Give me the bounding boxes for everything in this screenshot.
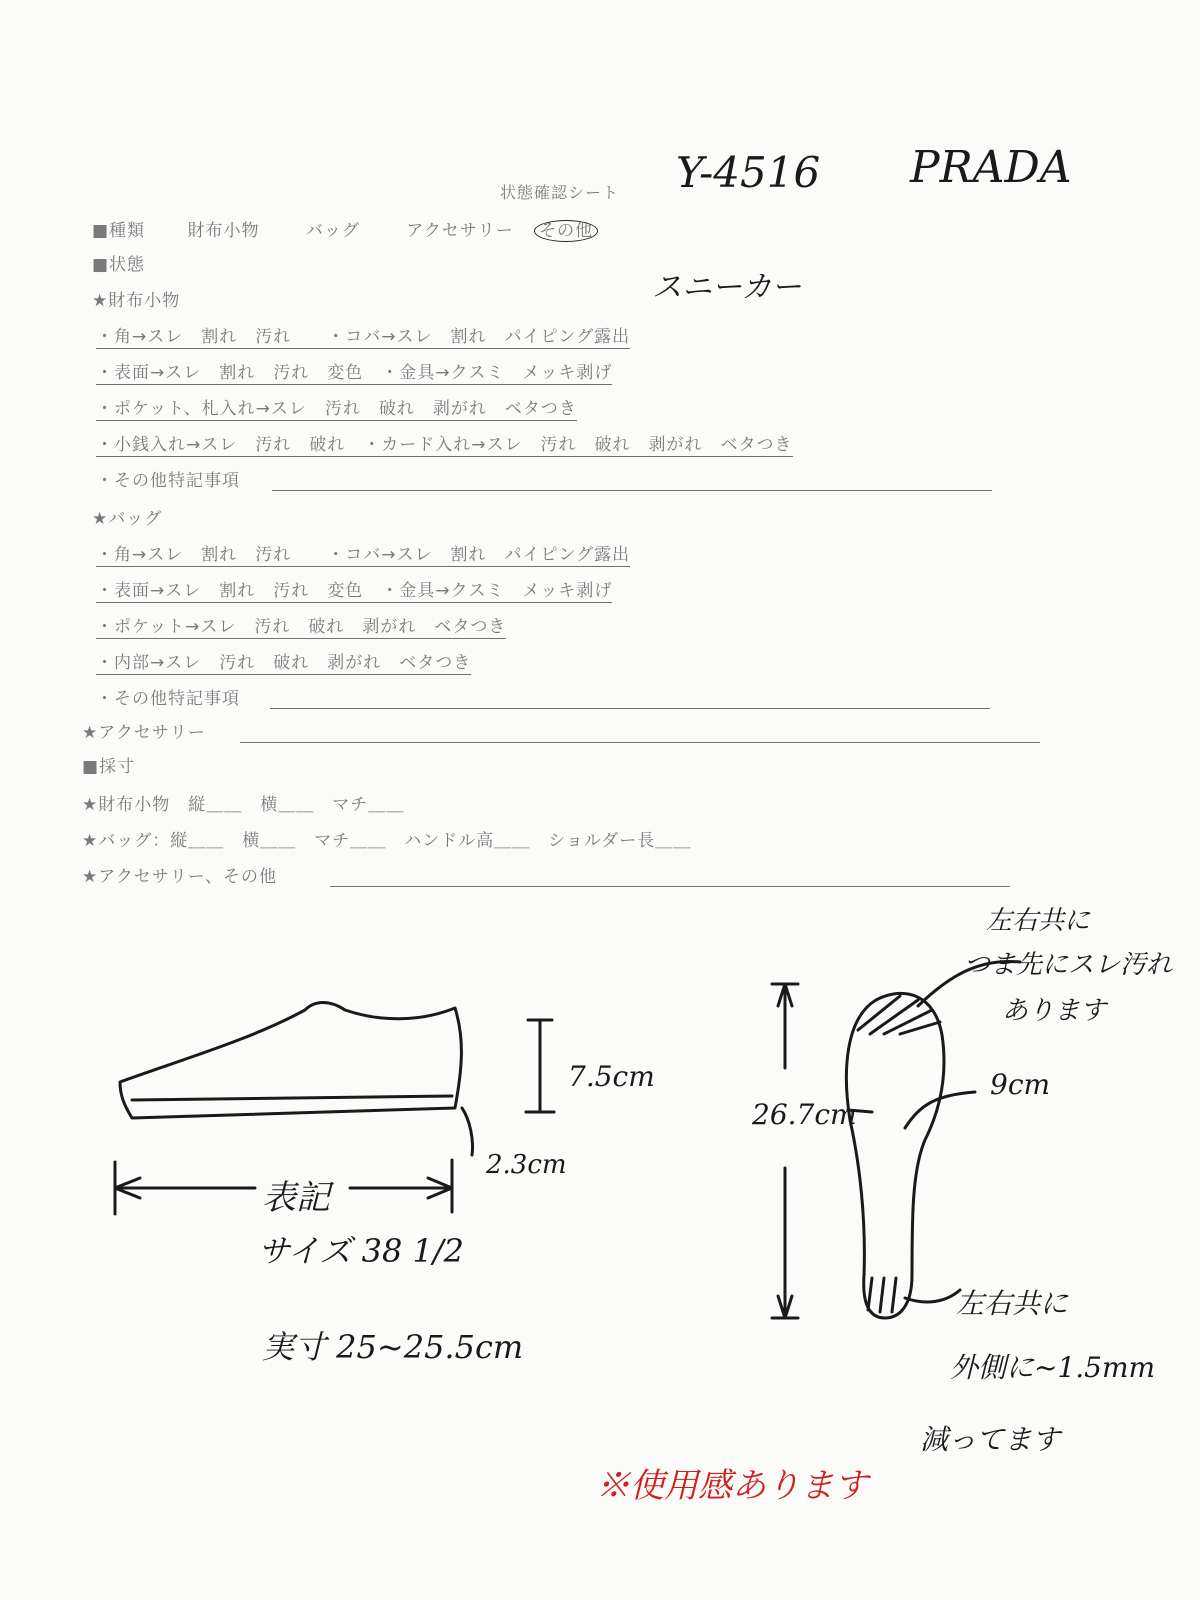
sole-marker — [462, 1108, 473, 1155]
width-value: 9cm — [990, 1068, 1051, 1101]
bag-line-1: ・角→スレ 割れ 汚れ ・コバ→スレ 割れ パイピング露出 — [96, 540, 630, 567]
sole-height-value: 2.3cm — [486, 1150, 567, 1180]
size-wallet: ★財布小物 縦＿＿ 横＿＿ マチ＿＿ — [82, 795, 405, 815]
sheet-title: 状態確認シート — [500, 183, 620, 202]
heel-hatch — [868, 1278, 896, 1312]
wallet-heading: ★財布小物 — [92, 291, 181, 311]
bag-heading: ★バッグ — [92, 509, 163, 529]
actual-size-value: 実寸 25~25.5cm — [262, 1328, 524, 1366]
wallet-line-3: ・ポケット、札入れ→スレ 汚れ 破れ 剥がれ ベタつき — [96, 394, 577, 421]
heel-pointer — [905, 1290, 960, 1302]
label-size-value: サイズ 38 1/2 — [258, 1232, 465, 1270]
heel-note-line-1: 左右共に — [956, 1287, 1069, 1320]
size-other: ★アクセサリー、その他 — [82, 867, 278, 887]
wallet-line-5: ・その他特記事項 — [96, 471, 240, 491]
toe-note-line-2: つま先にスレ汚れ — [964, 950, 1173, 980]
used-condition-note: ※使用感あります — [596, 1466, 868, 1506]
category-label: ■種類 — [92, 221, 146, 241]
bag-line-5: ・その他特記事項 — [96, 689, 240, 709]
wallet-line-2: ・表面→スレ 割れ 汚れ 変色 ・金具→クスミ メッキ剥げ — [96, 358, 612, 385]
category-bag: バッグ — [305, 221, 360, 241]
category-accessory: アクセサリー — [406, 221, 514, 241]
item-type: スニーカー — [652, 270, 802, 305]
size-heading: ■採寸 — [82, 757, 136, 777]
category-wallet: 財布小物 — [187, 221, 260, 241]
width-pointer — [905, 1092, 975, 1128]
bag-line-4: ・内部→スレ 汚れ 破れ 剥がれ ベタつき — [96, 648, 471, 675]
condition-heading: ■状態 — [92, 255, 146, 275]
side-height-value: 7.5cm — [568, 1060, 655, 1093]
shoe-top-outline — [846, 993, 944, 1318]
shoe-side-sole-line — [132, 1096, 452, 1100]
bag-line-2: ・表面→スレ 割れ 汚れ 変色 ・金具→クスミ メッキ剥げ — [96, 576, 612, 603]
wallet-line-1: ・角→スレ 割れ 汚れ ・コバ→スレ 割れ パイピング露出 — [96, 322, 630, 349]
size-bag: ★バッグ：縦＿＿ 横＿＿ マチ＿＿ ハンドル高＿＿ ショルダー長＿＿ — [82, 831, 692, 851]
heel-note-line-3: 減ってます — [920, 1423, 1061, 1456]
accessory-line: ★アクセサリー — [82, 723, 206, 743]
length-vertical-arrow — [772, 984, 798, 1318]
toe-hatch — [858, 996, 940, 1034]
bag-line-3: ・ポケット→スレ 汚れ 破れ 剥がれ ベタつき — [96, 612, 506, 639]
height-marker — [526, 1020, 554, 1112]
wallet-line-4: ・小銭入れ→スレ 汚れ 破れ ・カード入れ→スレ 汚れ 破れ 剥がれ ベタつき — [96, 430, 793, 457]
heel-note-line-2: 外側に~1.5mm — [950, 1351, 1156, 1384]
toe-note-line-3: あります — [1002, 996, 1107, 1026]
label-size-title: 表記 — [262, 1178, 330, 1218]
brand-name: PRADA — [910, 142, 1072, 193]
item-code: Y-4516 — [676, 148, 821, 197]
toe-note-line-1: 左右共に — [986, 906, 1091, 936]
category-other-circled: その他 — [534, 220, 598, 242]
length-value: 26.7cm — [752, 1098, 857, 1131]
